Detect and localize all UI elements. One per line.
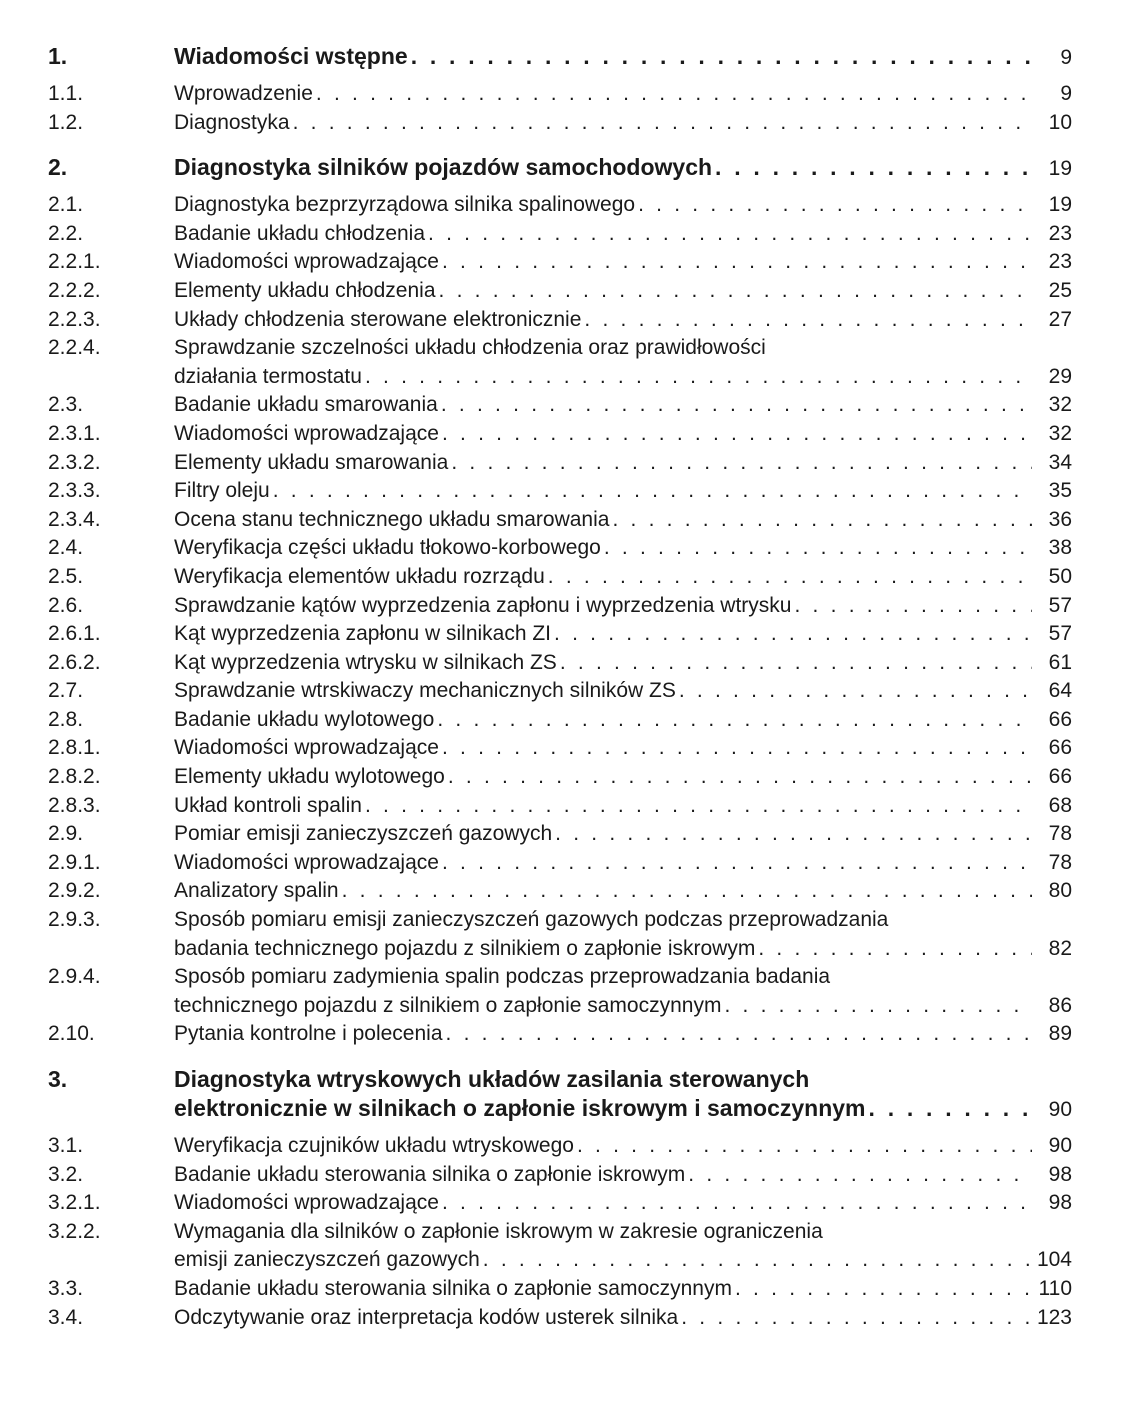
toc-entry-page: 35 bbox=[1048, 479, 1072, 503]
toc-entry bbox=[48, 734, 1072, 763]
toc-entry-number: 2.2.1. bbox=[48, 250, 101, 274]
toc-entry-line bbox=[174, 1094, 1072, 1124]
toc-entry-number: 2.3.3. bbox=[48, 479, 101, 503]
toc-entry bbox=[48, 534, 1072, 563]
dot-leader bbox=[557, 649, 1032, 678]
toc-entry bbox=[48, 877, 1072, 906]
toc-entry-number: 2.3.4. bbox=[48, 507, 101, 531]
toc-entry bbox=[48, 963, 1072, 1020]
toc-entry-title: emisji zanieczyszczeń gazowych bbox=[174, 1248, 480, 1272]
toc-entry bbox=[48, 592, 1072, 621]
toc-entry-page: 64 bbox=[1048, 679, 1072, 703]
toc-entry-page: 66 bbox=[1048, 736, 1072, 760]
toc-entry-number: 2.3. bbox=[48, 393, 84, 417]
toc-entry-title: Diagnostyka bbox=[174, 110, 290, 134]
toc-entry-title: Diagnostyka silników pojazdów samochodowych bbox=[174, 154, 713, 181]
dot-leader bbox=[601, 534, 1032, 563]
toc-entry-body bbox=[174, 109, 1072, 138]
toc-entry-line bbox=[174, 1161, 1072, 1190]
toc-entry-title: Wiadomości wprowadzające bbox=[174, 421, 439, 445]
toc-entry-page: 10 bbox=[1048, 110, 1072, 134]
toc-entry-title: Wprowadzenie bbox=[174, 82, 313, 105]
table-of-contents bbox=[48, 42, 1072, 1332]
toc-entry-body bbox=[174, 734, 1072, 763]
toc-entry bbox=[48, 334, 1072, 391]
toc-entry bbox=[48, 220, 1072, 249]
toc-entry-number: 2.8.2. bbox=[48, 765, 101, 789]
toc-entry bbox=[48, 477, 1072, 506]
toc-entry-line bbox=[174, 153, 1072, 183]
toc-entry-number: 2.6.1. bbox=[48, 622, 101, 646]
toc-entry bbox=[48, 563, 1072, 592]
toc-entry bbox=[48, 153, 1072, 183]
toc-entry-number: 2.2.2. bbox=[48, 278, 101, 302]
toc-entry-body bbox=[174, 1132, 1072, 1161]
toc-entry-body bbox=[174, 248, 1072, 277]
toc-entry bbox=[48, 706, 1072, 735]
toc-entry-page: 66 bbox=[1048, 765, 1072, 789]
toc-entry-body bbox=[174, 963, 1072, 1020]
dot-leader bbox=[609, 506, 1032, 535]
dot-leader bbox=[552, 820, 1032, 849]
dot-leader bbox=[313, 80, 1032, 109]
toc-entry bbox=[48, 42, 1072, 72]
toc-entry-body bbox=[174, 649, 1072, 678]
toc-entry-title: Elementy układu smarowania bbox=[174, 450, 449, 474]
toc-entry-page: 82 bbox=[1048, 936, 1072, 960]
toc-entry-title: Badanie układu smarowania bbox=[174, 393, 438, 417]
toc-entry-line bbox=[174, 334, 1072, 363]
toc-entry-line bbox=[174, 992, 1072, 1021]
toc-entry-title: Wiadomości wprowadzające bbox=[174, 250, 439, 274]
toc-entry-body bbox=[174, 534, 1072, 563]
toc-entry-body bbox=[174, 763, 1072, 792]
toc-entry-number: 3.2.1. bbox=[48, 1191, 101, 1215]
toc-entry bbox=[48, 792, 1072, 821]
toc-entry-page: 66 bbox=[1048, 707, 1072, 731]
dot-leader bbox=[676, 677, 1032, 706]
dot-leader bbox=[635, 191, 1032, 220]
toc-entry-line bbox=[174, 506, 1072, 535]
toc-entry-body bbox=[174, 1218, 1072, 1275]
toc-entry-line bbox=[174, 1020, 1072, 1049]
toc-entry-title: Wiadomości wstępne bbox=[174, 43, 408, 69]
dot-leader bbox=[791, 592, 1032, 621]
toc-entry-title: Badanie układu sterowania silnika o zapłonie iskrowym bbox=[174, 1162, 686, 1186]
toc-entry-body bbox=[174, 906, 1072, 963]
dot-leader bbox=[443, 1020, 1032, 1049]
toc-entry-page: 9 bbox=[1060, 46, 1072, 69]
toc-entry-page: 123 bbox=[1036, 1305, 1072, 1329]
dot-leader bbox=[712, 153, 1032, 182]
toc-entry-line bbox=[174, 935, 1072, 964]
toc-entry-line bbox=[174, 563, 1072, 592]
toc-entry-number: 3.1. bbox=[48, 1134, 84, 1157]
toc-entry bbox=[48, 1020, 1072, 1049]
toc-entry bbox=[48, 1161, 1072, 1190]
dot-leader bbox=[439, 849, 1032, 878]
toc-entry-body bbox=[174, 449, 1072, 478]
toc-entry-number: 1. bbox=[48, 43, 68, 69]
toc-entry-number: 2.6.2. bbox=[48, 650, 101, 674]
dot-leader bbox=[685, 1161, 1032, 1190]
toc-entry-page: 9 bbox=[1060, 82, 1072, 105]
toc-entry-page: 19 bbox=[1048, 157, 1072, 181]
toc-entry bbox=[48, 820, 1072, 849]
toc-entry-line bbox=[174, 306, 1072, 335]
dot-leader bbox=[721, 992, 1032, 1021]
toc-entry-body bbox=[174, 191, 1072, 220]
dot-leader bbox=[339, 877, 1032, 906]
toc-entry bbox=[48, 506, 1072, 535]
toc-entry-line bbox=[174, 449, 1072, 478]
toc-entry-title: badania technicznego pojazdu z silnikiem o zapłonie iskrowym bbox=[174, 936, 756, 960]
toc-entry-page: 78 bbox=[1048, 822, 1072, 846]
dot-leader bbox=[290, 109, 1032, 138]
dot-leader bbox=[408, 42, 1032, 71]
toc-entry-title: Weryfikacja elementów układu rozrządu bbox=[174, 564, 545, 588]
toc-entry-page: 19 bbox=[1048, 193, 1072, 217]
toc-entry-number: 2. bbox=[48, 154, 68, 181]
toc-entry-body bbox=[174, 1275, 1072, 1304]
toc-entry-line bbox=[174, 1218, 1072, 1247]
toc-entry-body bbox=[174, 42, 1072, 72]
toc-entry-line bbox=[174, 1275, 1072, 1304]
dot-leader bbox=[678, 1304, 1032, 1333]
toc-entry-page: 34 bbox=[1048, 450, 1072, 474]
toc-entry-body bbox=[174, 391, 1072, 420]
toc-entry-title: Ocena stanu technicznego układu smarowania bbox=[174, 507, 610, 531]
toc-entry-page: 104 bbox=[1036, 1248, 1072, 1272]
toc-entry-line bbox=[174, 363, 1072, 392]
toc-entry bbox=[48, 420, 1072, 449]
dot-leader bbox=[574, 1132, 1032, 1161]
toc-entry-title: Sprawdzanie wtrskiwaczy mechanicznych silników ZS bbox=[174, 679, 676, 703]
toc-entry-page: 86 bbox=[1048, 993, 1072, 1017]
toc-entry-number: 2.1. bbox=[48, 193, 84, 217]
toc-entry-line bbox=[174, 191, 1072, 220]
toc-entry-page: 57 bbox=[1048, 593, 1072, 617]
toc-entry-title: Elementy układu chłodzenia bbox=[174, 278, 436, 302]
toc-entry-line bbox=[174, 534, 1072, 563]
toc-entry-number: 2.9.3. bbox=[48, 908, 101, 932]
toc-entry-body bbox=[174, 820, 1072, 849]
toc-entry-number: 3.2. bbox=[48, 1162, 84, 1186]
toc-entry-number: 2.9.2. bbox=[48, 879, 101, 903]
toc-entry-title: Diagnostyka wtryskowych układów zasilania sterowanych bbox=[174, 1066, 810, 1092]
toc-entry bbox=[48, 1065, 1072, 1124]
toc-entry-page: 98 bbox=[1048, 1191, 1072, 1215]
toc-entry bbox=[48, 849, 1072, 878]
dot-leader bbox=[866, 1094, 1032, 1123]
toc-entry-number: 1.1. bbox=[48, 82, 84, 105]
toc-entry bbox=[48, 906, 1072, 963]
toc-entry-number: 3.2.2. bbox=[48, 1219, 101, 1243]
toc-entry bbox=[48, 763, 1072, 792]
toc-entry-number: 2.5. bbox=[48, 564, 84, 588]
toc-entry-title: Układ kontroli spalin bbox=[174, 793, 362, 817]
toc-entry-title: Filtry oleju bbox=[174, 479, 270, 503]
toc-entry-page: 29 bbox=[1048, 364, 1072, 388]
toc-entry-body bbox=[174, 592, 1072, 621]
toc-entry-title: Pytania kontrolne i polecenia bbox=[174, 1022, 443, 1046]
toc-entry-page: 89 bbox=[1048, 1022, 1072, 1046]
toc-entry-body bbox=[174, 306, 1072, 335]
dot-leader bbox=[448, 449, 1032, 478]
toc-entry-body bbox=[174, 477, 1072, 506]
toc-entry-page: 38 bbox=[1048, 536, 1072, 560]
dot-leader bbox=[439, 734, 1032, 763]
toc-entry-page: 23 bbox=[1048, 250, 1072, 274]
toc-entry-number: 3. bbox=[48, 1066, 68, 1092]
toc-entry-body bbox=[174, 506, 1072, 535]
toc-entry-number: 2.6. bbox=[48, 593, 84, 617]
toc-entry-line bbox=[174, 1189, 1072, 1218]
toc-entry-line bbox=[174, 906, 1072, 935]
toc-entry-line bbox=[174, 849, 1072, 878]
toc-entry-number: 2.2.3. bbox=[48, 307, 101, 331]
toc-entry-title: Diagnostyka bezprzyrządowa silnika spalinowego bbox=[174, 193, 636, 217]
toc-entry-line bbox=[174, 248, 1072, 277]
toc-entry-line bbox=[174, 277, 1072, 306]
toc-entry bbox=[48, 620, 1072, 649]
toc-entry-title: Elementy układu wylotowego bbox=[174, 765, 445, 789]
toc-entry-line bbox=[174, 80, 1072, 109]
toc-entry-line bbox=[174, 877, 1072, 906]
toc-entry-line bbox=[174, 963, 1072, 992]
toc-entry-body bbox=[174, 1304, 1072, 1333]
toc-entry-line bbox=[174, 109, 1072, 138]
toc-entry-title: Sposób pomiaru emisji zanieczyszczeń gazowych podczas przeprowadzania bbox=[174, 908, 889, 932]
dot-leader bbox=[270, 477, 1032, 506]
toc-entry-page: 78 bbox=[1048, 850, 1072, 874]
toc-entry-body bbox=[174, 1065, 1072, 1124]
toc-entry-page: 90 bbox=[1048, 1134, 1072, 1157]
toc-entry-line bbox=[174, 706, 1072, 735]
dot-leader bbox=[480, 1246, 1032, 1275]
toc-entry-line bbox=[174, 763, 1072, 792]
toc-entry-title: Weryfikacja czujników układu wtryskowego bbox=[174, 1134, 574, 1157]
toc-entry-page: 27 bbox=[1048, 307, 1072, 331]
toc-entry-number: 2.3.1. bbox=[48, 421, 101, 445]
toc-entry-title: Wiadomości wprowadzające bbox=[174, 736, 439, 760]
toc-entry-page: 32 bbox=[1048, 421, 1072, 445]
toc-entry-body bbox=[174, 792, 1072, 821]
dot-leader bbox=[732, 1275, 1032, 1304]
toc-entry-title: technicznego pojazdu z silnikiem o zapłonie samoczynnym bbox=[174, 993, 722, 1017]
toc-entry-page: 50 bbox=[1048, 564, 1072, 588]
toc-entry-page: 32 bbox=[1048, 393, 1072, 417]
dot-leader bbox=[439, 420, 1032, 449]
toc-entry-number: 2.7. bbox=[48, 679, 84, 703]
toc-entry bbox=[48, 1275, 1072, 1304]
toc-entry-line bbox=[174, 1304, 1072, 1333]
toc-entry-body bbox=[174, 1189, 1072, 1218]
toc-entry-number: 2.9.4. bbox=[48, 965, 101, 989]
toc-entry-number: 3.4. bbox=[48, 1305, 84, 1329]
toc-entry-title: Pomiar emisji zanieczyszczeń gazowych bbox=[174, 822, 553, 846]
toc-entry-page: 80 bbox=[1048, 879, 1072, 903]
toc-entry-body bbox=[174, 877, 1072, 906]
toc-entry-number: 3.3. bbox=[48, 1276, 84, 1300]
toc-entry-title: Sprawdzanie kątów wyprzedzenia zapłonu i wyprzedzenia wtrysku bbox=[174, 593, 792, 617]
toc-entry-line bbox=[174, 620, 1072, 649]
dot-leader bbox=[439, 248, 1032, 277]
dot-leader bbox=[551, 620, 1032, 649]
toc-entry-number: 2.9. bbox=[48, 822, 84, 846]
toc-entry-body bbox=[174, 677, 1072, 706]
toc-entry-line bbox=[174, 649, 1072, 678]
dot-leader bbox=[445, 763, 1032, 792]
dot-leader bbox=[434, 706, 1032, 735]
toc-entry-page: 57 bbox=[1048, 622, 1072, 646]
toc-entry bbox=[48, 306, 1072, 335]
toc-entry-body bbox=[174, 80, 1072, 109]
toc-entry-page: 110 bbox=[1038, 1276, 1072, 1300]
toc-entry-number: 2.9.1. bbox=[48, 850, 101, 874]
toc-entry bbox=[48, 649, 1072, 678]
toc-entry-page: 98 bbox=[1048, 1162, 1072, 1186]
toc-entry-line bbox=[174, 734, 1072, 763]
toc-entry-line bbox=[174, 1132, 1072, 1161]
toc-entry-line bbox=[174, 477, 1072, 506]
toc-entry-title: Odczytywanie oraz interpretacja kodów usterek silnika bbox=[174, 1305, 679, 1329]
dot-leader bbox=[439, 1189, 1032, 1218]
toc-entry-line bbox=[174, 391, 1072, 420]
dot-leader bbox=[545, 563, 1032, 592]
toc-entry-body bbox=[174, 563, 1072, 592]
toc-entry-title: Kąt wyprzedzenia wtrysku w silnikach ZS bbox=[174, 650, 557, 674]
toc-entry-number: 2.4. bbox=[48, 536, 84, 560]
dot-leader bbox=[581, 306, 1032, 335]
toc-entry-body bbox=[174, 1020, 1072, 1049]
toc-entry bbox=[48, 1132, 1072, 1161]
toc-entry-body bbox=[174, 620, 1072, 649]
toc-entry bbox=[48, 677, 1072, 706]
toc-entry-number: 1.2. bbox=[48, 110, 84, 134]
toc-entry-line bbox=[174, 1246, 1072, 1275]
toc-entry-title: Weryfikacja części układu tłokowo-korbowego bbox=[174, 536, 601, 560]
dot-leader bbox=[362, 363, 1032, 392]
toc-entry bbox=[48, 391, 1072, 420]
toc-entry-number: 2.8. bbox=[48, 707, 84, 731]
toc-entry-line bbox=[174, 42, 1072, 72]
toc-entry bbox=[48, 1218, 1072, 1275]
dot-leader bbox=[438, 391, 1032, 420]
toc-entry-body bbox=[174, 849, 1072, 878]
toc-entry-page: 23 bbox=[1048, 221, 1072, 245]
toc-entry-number: 2.2.4. bbox=[48, 336, 101, 360]
toc-entry bbox=[48, 191, 1072, 220]
toc-entry-title: Układy chłodzenia sterowane elektronicznie bbox=[174, 307, 582, 331]
toc-entry-page: 36 bbox=[1048, 507, 1072, 531]
toc-entry-number: 2.8.1. bbox=[48, 736, 101, 760]
toc-entry bbox=[48, 80, 1072, 109]
toc-entry bbox=[48, 1189, 1072, 1218]
toc-entry-line bbox=[174, 677, 1072, 706]
toc-entry-title: Badanie układu wylotowego bbox=[174, 707, 435, 731]
toc-entry-number: 2.2. bbox=[48, 221, 84, 245]
toc-entry-body bbox=[174, 277, 1072, 306]
toc-entry-number: 2.8.3. bbox=[48, 793, 101, 817]
dot-leader bbox=[425, 220, 1032, 249]
toc-entry-line bbox=[174, 792, 1072, 821]
toc-entry bbox=[48, 109, 1072, 138]
toc-entry-line bbox=[174, 820, 1072, 849]
toc-entry-line bbox=[174, 1065, 1072, 1094]
toc-entry-line bbox=[174, 220, 1072, 249]
toc-entry-page: 61 bbox=[1048, 650, 1072, 674]
toc-entry-number: 2.3.2. bbox=[48, 450, 101, 474]
toc-entry-title: Sprawdzanie szczelności układu chłodzenia oraz prawidłowości bbox=[174, 336, 766, 360]
toc-entry-title: Badanie układu chłodzenia bbox=[174, 221, 426, 245]
toc-entry bbox=[48, 1304, 1072, 1333]
toc-entry-line bbox=[174, 592, 1072, 621]
toc-entry-body bbox=[174, 706, 1072, 735]
toc-entry-body bbox=[174, 420, 1072, 449]
toc-entry-page: 68 bbox=[1048, 793, 1072, 817]
toc-entry-title: Sposób pomiaru zadymienia spalin podczas przeprowadzania badania bbox=[174, 965, 831, 989]
toc-entry-title: działania termostatu bbox=[174, 364, 362, 388]
toc-entry-page: 25 bbox=[1048, 278, 1072, 302]
toc-entry bbox=[48, 449, 1072, 478]
toc-entry-body bbox=[174, 153, 1072, 183]
toc-entry-title: Wiadomości wprowadzające bbox=[174, 850, 439, 874]
toc-entry-title: Analizatory spalin bbox=[174, 879, 339, 903]
toc-entry bbox=[48, 277, 1072, 306]
toc-entry-line bbox=[174, 420, 1072, 449]
toc-entry-body bbox=[174, 220, 1072, 249]
toc-entry-body bbox=[174, 1161, 1072, 1190]
toc-entry-title: Kąt wyprzedzenia zapłonu w silnikach ZI bbox=[174, 622, 552, 646]
dot-leader bbox=[755, 935, 1032, 964]
toc-entry-page: 90 bbox=[1048, 1098, 1072, 1121]
dot-leader bbox=[362, 792, 1032, 821]
toc-entry-number: 2.10. bbox=[48, 1022, 95, 1046]
toc-entry-body bbox=[174, 334, 1072, 391]
toc-entry-title: Wymagania dla silników o zapłonie iskrowym w zakresie ograniczenia bbox=[174, 1219, 823, 1243]
toc-entry bbox=[48, 248, 1072, 277]
toc-entry-title: Wiadomości wprowadzające bbox=[174, 1191, 439, 1215]
dot-leader bbox=[436, 277, 1033, 306]
toc-entry-title: elektronicznie w silnikach o zapłonie iskrowym i samoczynnym bbox=[174, 1095, 866, 1121]
toc-entry-title: Badanie układu sterowania silnika o zapłonie samoczynnym bbox=[174, 1276, 732, 1300]
